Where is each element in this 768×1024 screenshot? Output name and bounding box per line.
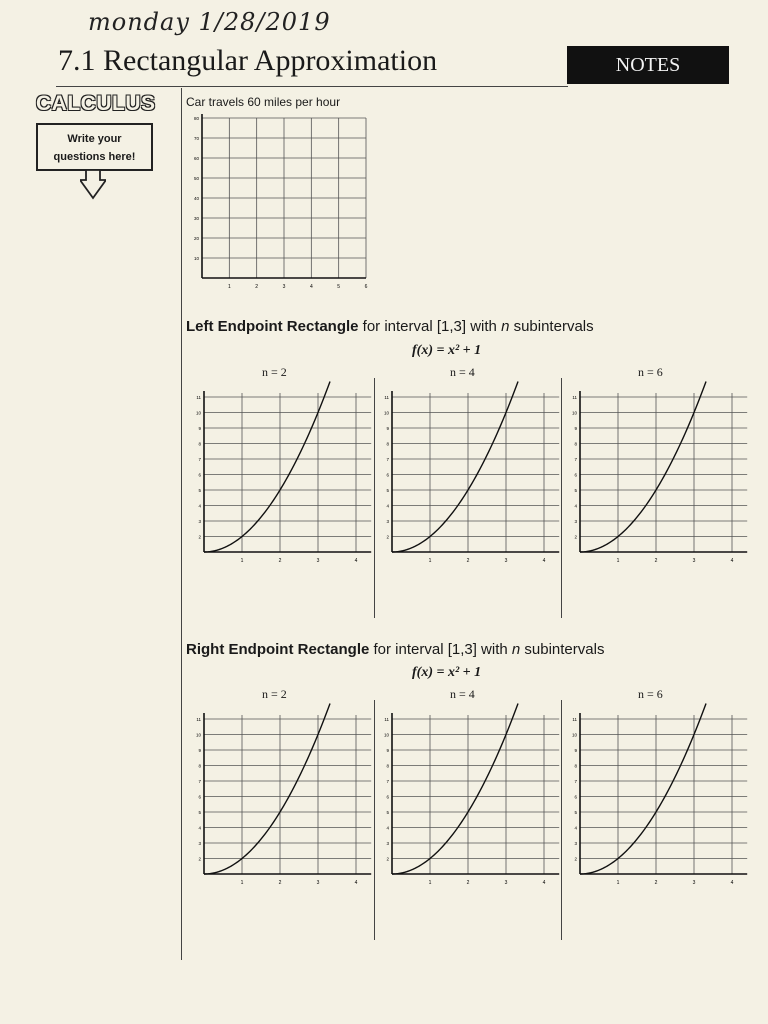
right-heading-text-2: subintervals bbox=[520, 641, 605, 658]
y-tick-label: 6 bbox=[574, 472, 577, 478]
x-tick-label: 3 bbox=[282, 284, 286, 290]
right-graph-n4 bbox=[368, 702, 558, 892]
y-tick-label: 6 bbox=[386, 472, 389, 478]
y-tick-label: 7 bbox=[574, 457, 577, 462]
x-tick-label: 1 bbox=[428, 558, 432, 564]
y-tick-label: 20 bbox=[193, 236, 199, 241]
right-formula: f(x) = x² + 1 bbox=[412, 665, 482, 680]
left-heading-text-1: for interval [1,3] with bbox=[358, 318, 502, 335]
y-tick-label: 80 bbox=[193, 116, 199, 121]
y-tick-label: 2 bbox=[198, 856, 201, 862]
y-tick-label: 3 bbox=[386, 519, 389, 524]
y-tick-label: 2 bbox=[386, 534, 389, 540]
y-tick-label: 5 bbox=[386, 488, 389, 493]
y-tick-label: 5 bbox=[198, 488, 201, 493]
x-tick-label: 4 bbox=[542, 880, 546, 886]
y-tick-label: 5 bbox=[574, 488, 577, 493]
y-tick-label: 6 bbox=[198, 472, 201, 478]
calculus-logo: CALCULUS bbox=[36, 92, 156, 115]
car-graph bbox=[180, 110, 380, 300]
y-tick-label: 8 bbox=[574, 441, 577, 447]
function-curve bbox=[392, 704, 518, 875]
y-tick-label: 50 bbox=[193, 176, 199, 181]
y-tick-label: 2 bbox=[386, 856, 389, 862]
page-title: 7.1 Rectangular Approximation bbox=[58, 44, 438, 77]
y-tick-label: 70 bbox=[193, 136, 199, 141]
y-tick-label: 6 bbox=[198, 794, 201, 800]
y-tick-label: 11 bbox=[196, 717, 201, 722]
right-graph-n6 bbox=[556, 702, 746, 892]
right-heading-text-1: for interval [1,3] with bbox=[369, 641, 512, 658]
x-tick-label: 1 bbox=[240, 558, 244, 564]
right-column-divider-1 bbox=[374, 700, 375, 940]
function-curve bbox=[580, 382, 706, 553]
y-tick-label: 2 bbox=[574, 856, 577, 862]
notes-badge: NOTES bbox=[567, 46, 729, 84]
y-tick-label: 11 bbox=[384, 395, 389, 400]
left-heading-text-2: subintervals bbox=[509, 318, 594, 335]
x-tick-label: 5 bbox=[337, 284, 341, 290]
y-tick-label: 10 bbox=[195, 410, 201, 416]
y-tick-label: 10 bbox=[571, 732, 577, 738]
y-tick-label: 4 bbox=[574, 503, 577, 509]
questions-line-2: questions here! bbox=[53, 151, 136, 163]
y-tick-label: 10 bbox=[193, 256, 199, 261]
handwritten-date: monday 1/28/2019 bbox=[88, 8, 331, 36]
y-tick-label: 10 bbox=[195, 732, 201, 738]
x-tick-label: 3 bbox=[504, 558, 508, 564]
y-tick-label: 5 bbox=[574, 810, 577, 815]
right-graph-n2 bbox=[180, 702, 370, 892]
x-tick-label: 4 bbox=[730, 880, 734, 886]
y-tick-label: 3 bbox=[198, 519, 201, 524]
y-tick-label: 7 bbox=[574, 779, 577, 784]
y-tick-label: 9 bbox=[386, 426, 389, 431]
x-tick-label: 3 bbox=[316, 558, 320, 564]
y-tick-label: 4 bbox=[198, 825, 201, 831]
y-tick-label: 10 bbox=[383, 732, 389, 738]
left-graph-3-label: n = 6 bbox=[638, 365, 663, 379]
left-graph-n6 bbox=[556, 380, 746, 570]
x-tick-label: 4 bbox=[309, 284, 313, 290]
left-graph-1-label: n = 2 bbox=[262, 365, 287, 379]
left-formula: f(x) = x² + 1 bbox=[412, 343, 482, 358]
y-tick-label: 4 bbox=[386, 825, 389, 831]
y-tick-label: 8 bbox=[198, 441, 201, 447]
x-tick-label: 2 bbox=[255, 284, 259, 290]
x-tick-label: 3 bbox=[692, 558, 696, 564]
left-graph-2-label: n = 4 bbox=[450, 365, 475, 379]
left-section-heading bbox=[186, 318, 594, 335]
x-tick-label: 1 bbox=[428, 880, 432, 886]
right-graph-1-label: n = 2 bbox=[262, 687, 287, 701]
y-tick-label: 5 bbox=[198, 810, 201, 815]
y-tick-label: 8 bbox=[386, 441, 389, 447]
y-tick-label: 60 bbox=[193, 156, 199, 161]
header-divider bbox=[56, 86, 568, 87]
y-tick-label: 2 bbox=[198, 534, 201, 540]
x-tick-label: 4 bbox=[542, 558, 546, 564]
y-tick-label: 6 bbox=[574, 794, 577, 800]
y-tick-label: 30 bbox=[193, 216, 199, 221]
x-tick-label: 2 bbox=[654, 880, 658, 886]
x-tick-label: 2 bbox=[278, 558, 282, 564]
y-tick-label: 7 bbox=[386, 457, 389, 462]
y-tick-label: 4 bbox=[198, 503, 201, 509]
x-tick-label: 4 bbox=[354, 558, 358, 564]
y-tick-label: 9 bbox=[198, 426, 201, 431]
y-tick-label: 8 bbox=[574, 763, 577, 769]
x-tick-label: 4 bbox=[730, 558, 734, 564]
right-graph-3-label: n = 6 bbox=[638, 687, 663, 701]
left-graph-n4 bbox=[368, 380, 558, 570]
function-curve bbox=[580, 704, 706, 875]
function-curve bbox=[392, 382, 518, 553]
y-tick-label: 10 bbox=[383, 410, 389, 416]
y-tick-label: 9 bbox=[574, 426, 577, 431]
left-heading-bold: Left Endpoint Rectangle bbox=[186, 318, 359, 335]
left-column-divider-2 bbox=[561, 378, 562, 618]
y-tick-label: 3 bbox=[386, 841, 389, 846]
y-tick-label: 9 bbox=[198, 748, 201, 753]
y-tick-label: 40 bbox=[193, 196, 199, 201]
right-column-divider-2 bbox=[561, 700, 562, 940]
left-heading-n: n bbox=[501, 318, 510, 335]
x-tick-label: 2 bbox=[466, 558, 470, 564]
right-section-heading bbox=[186, 641, 604, 658]
right-graph-2-label: n = 4 bbox=[450, 687, 475, 701]
y-tick-label: 11 bbox=[572, 395, 577, 400]
y-tick-label: 4 bbox=[574, 825, 577, 831]
right-heading-bold: Right Endpoint Rectangle bbox=[186, 641, 370, 658]
x-tick-label: 1 bbox=[616, 558, 620, 564]
y-tick-label: 2 bbox=[574, 534, 577, 540]
y-tick-label: 9 bbox=[386, 748, 389, 753]
x-tick-label: 2 bbox=[466, 880, 470, 886]
questions-box bbox=[36, 123, 153, 171]
x-tick-label: 1 bbox=[227, 284, 231, 290]
x-tick-label: 2 bbox=[654, 558, 658, 564]
x-tick-label: 2 bbox=[278, 880, 282, 886]
x-tick-label: 3 bbox=[504, 880, 508, 886]
function-curve bbox=[204, 704, 330, 875]
y-tick-label: 8 bbox=[386, 763, 389, 769]
x-tick-label: 3 bbox=[316, 880, 320, 886]
right-heading-n: n bbox=[511, 641, 521, 658]
x-tick-label: 3 bbox=[692, 880, 696, 886]
y-tick-label: 8 bbox=[198, 763, 201, 769]
y-tick-label: 7 bbox=[198, 457, 201, 462]
y-tick-label: 5 bbox=[386, 810, 389, 815]
x-tick-label: 6 bbox=[364, 284, 368, 290]
y-tick-label: 7 bbox=[386, 779, 389, 784]
y-tick-label: 9 bbox=[574, 748, 577, 753]
y-tick-label: 11 bbox=[572, 717, 577, 722]
y-tick-label: 6 bbox=[386, 794, 389, 800]
y-tick-label: 11 bbox=[384, 717, 389, 722]
x-tick-label: 4 bbox=[354, 880, 358, 886]
down-arrow-icon bbox=[80, 170, 106, 200]
y-tick-label: 4 bbox=[386, 503, 389, 509]
car-graph-label: Car travels 60 miles per hour bbox=[186, 95, 341, 109]
left-graph-n2 bbox=[180, 380, 370, 570]
y-tick-label: 10 bbox=[571, 410, 577, 416]
left-column-divider-1 bbox=[374, 378, 375, 618]
x-tick-label: 1 bbox=[240, 880, 244, 886]
y-tick-label: 3 bbox=[574, 841, 577, 846]
y-tick-label: 3 bbox=[574, 519, 577, 524]
y-tick-label: 3 bbox=[198, 841, 201, 846]
x-tick-label: 1 bbox=[616, 880, 620, 886]
y-tick-label: 7 bbox=[198, 779, 201, 784]
function-curve bbox=[204, 382, 330, 553]
y-tick-label: 11 bbox=[196, 395, 201, 400]
questions-line-1: Write your bbox=[67, 133, 122, 145]
